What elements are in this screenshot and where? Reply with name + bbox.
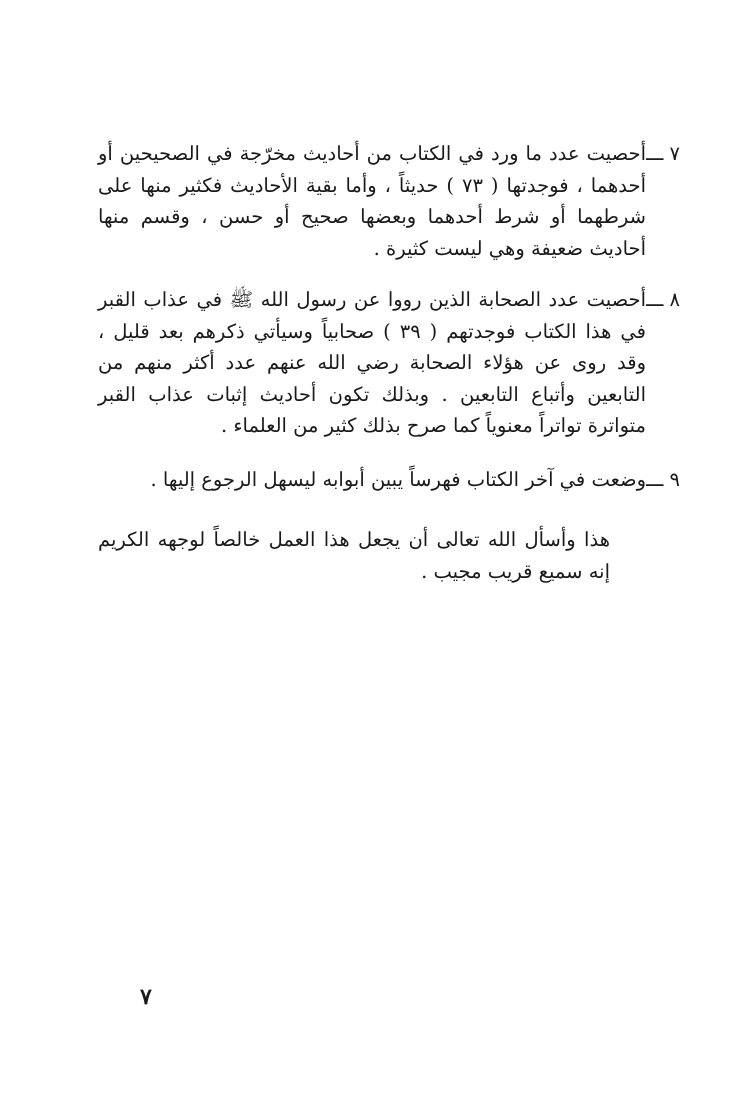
item-number: ٨ ـــ bbox=[646, 288, 680, 311]
list-item-9 bbox=[98, 464, 680, 496]
item-text: وضعت في آخر الكتاب فهرساً يبين أبوابه ليسهل الرجوع إليها . bbox=[150, 468, 646, 491]
list-item-8 bbox=[98, 284, 680, 442]
item-text: أحصيت عدد الصحابة الذين رووا عن رسول الله ﷺ في عذاب القبر في هذا الكتاب فوجدتهم ( ٣٩ ) صحابياً وسيأتي ذكرهم بعد قليل ، وقد روى عن هؤلاء الصحابة رضي الله عنهم عدد أكثر منهم من التابعين وأتباع التابعين . وبذلك تكون أحاديث إثبات عذاب القبر متواترة تواتراً معنوياً كما صرح بذلك كثير من العلماء . bbox=[98, 288, 646, 437]
item-text: أحصيت عدد ما ورد في الكتاب من أحاديث مخرّجة في الصحيحين أو أحدهما ، فوجدتها ( ٧٣ ) حديثاً ، وأما بقية الأحاديث فكثير منها على شرطهما أو شرط أحدهما وبعضها صحيح أو حسن ، وقسم منها أحاديث ضعيفة وهي ليست كثيرة . bbox=[98, 142, 646, 260]
page-number: ٧ bbox=[140, 984, 152, 1010]
item-number: ٧ ـــ bbox=[646, 142, 680, 165]
list-item-7 bbox=[98, 138, 680, 264]
closing-paragraph: هذا وأسأل الله تعالى أن يجعل هذا العمل خالصاً لوجهه الكريم إنه سميع قريب مجيب . bbox=[98, 528, 610, 583]
item-number: ٩ ـــ bbox=[646, 468, 680, 491]
